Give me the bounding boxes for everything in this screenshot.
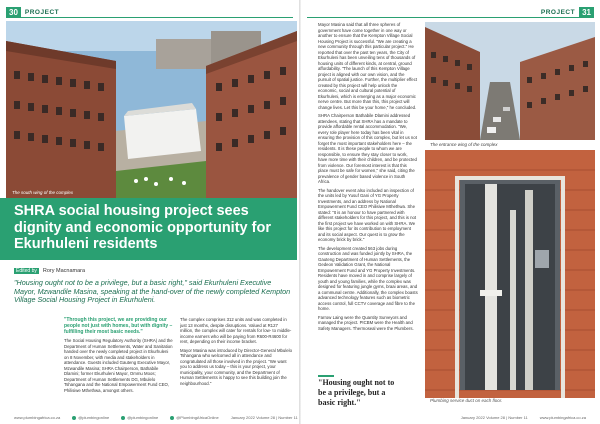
left-footer-url[interactable]: www.plumbingafrica.co.za — [14, 415, 61, 420]
left-column-1 — [64, 317, 174, 412]
col1-paragraph: The Social Housing Regulatory Authority (SHRA) and the Department of Human Settlements, Water and Sanitation handed over the newly completed project in Ekurhuleni on 8 November, with media and stakeholders in attendance. Guests included Gauteng Executive Mayor, Mzwandile Masina; SHRA Chairperson, Bathabile Dlamini; former Ekurhuleni Mayor, Ommu Moos; Department of Human Settlements DG, Mbulelo Tshangana and the National Empowerment Fund CEO, Philisiwe Mthethwa, amongst others. — [64, 338, 173, 393]
right-column-1 — [318, 22, 418, 372]
left-column-2 — [180, 317, 292, 412]
byline — [14, 268, 85, 274]
col4-paragraph-2: Farrow Laing were the Quantity Surveyors and managed the project. PICBM were the Health and Safety Managers. Thermoseal were the Plumbers. — [318, 314, 414, 331]
byline-label: Edited by — [16, 268, 37, 274]
facebook-icon — [170, 416, 174, 420]
plumbing-photo-caption: Plumbing service duct on each floor. — [430, 398, 503, 403]
social-item-3[interactable]: @PlumbingAfricaOnline — [170, 415, 219, 420]
right-footer-issue: January 2022 Volume 28 | Number 11 — [460, 415, 528, 420]
street-illustration — [425, 22, 595, 140]
right-footer — [461, 415, 586, 420]
lead-quote: "Through this project, we are providing our people not just with homes, but with dignity – fulfilling their most basic needs." — [64, 317, 173, 335]
main-photo-courtyard — [6, 21, 297, 198]
col2-paragraph-2: Mayor Masina was introduced by Director-General Mbulelo Tshangana who welcomed all in attendance and congratulated all those involved in the project. "We want you to address us today – this is your project, your municipality, your community, and the Department of Human Settlements is happy to see this building join the neighbourhood." — [180, 347, 292, 386]
plumbing-duct-photo — [425, 150, 595, 398]
right-header-rule — [307, 17, 594, 18]
right-page-number: 31 — [579, 7, 594, 18]
right-section-label: PROJECT — [540, 8, 576, 16]
instagram-icon — [121, 416, 125, 420]
social-item-2[interactable]: @plumbingonline — [121, 415, 158, 420]
article-deck: "Housing ought not to be a privilege, but a basic right," said Ekurhuleni Executive Mayor, Mzwandile Masina, speaking at the hand-over of the newly completed Kempton Village Social Housing Project in Ekurhuleni. — [14, 278, 291, 305]
byline-author: Rory Macnamara — [42, 268, 86, 274]
main-photo-caption: The south wing of the complex — [12, 190, 74, 195]
left-page-number: 30 — [6, 7, 21, 18]
left-section-label: PROJECT — [24, 8, 60, 16]
pull-quote: "Housing ought not to be a privilege, but a basic right." — [318, 378, 395, 407]
col2-paragraph-1: The complex comprises 312 units and was completed in just 13 months, despite disruptions. Valued at R127 million, the complex will cater for rentals for low- to middle-income earners who will be paying from R600-R4600 for rent, depending on their income bracket. — [180, 317, 292, 344]
twitter-icon — [72, 416, 76, 420]
pull-quote-rule — [318, 375, 334, 377]
left-footer-issue: January 2022 Volume 28 | Number 11 — [230, 415, 298, 420]
article-headline: SHRA social housing project sees dignity and economic opportunity for Ekurhuleni residents — [14, 203, 271, 252]
entrance-photo — [425, 22, 595, 140]
col4-paragraph-1: The development created 563 jobs during construction and was funded jointly by SHRA, the Gauteng Department of Human Settlements, the Gedeon Validation Grant, the National Empowerment Fund and YG Property Investments. Residents have moved in and comprise largely of youth and young families, while the complex was designed for featuring jungle gyms, braai areas, and a communal centre. Additionally, the complex boasts advanced technology features such as biometric access control, full CCTV coverage and fibre to the home. — [318, 245, 418, 311]
left-footer — [14, 415, 298, 420]
courtyard-illustration — [6, 21, 297, 198]
col3-paragraph-2: SHRA Chairperson Bathabile Dlamini addressed attendees, stating that SHRA has a mandate to provide affordable rental accommodation. "We, every role player here today has been vital in ensuring the provision of this complex, but let us not forget the most important stakeholders here – the residents. It is these people to whom we are responsible, to ensure they stay closer to work, have more time with their children, and be protected from violence. Our foremost interest is that this place must be safe for women," she said, citing the prevalence of gender based violence in South Africa. — [318, 113, 417, 184]
col3-paragraph-3: The handover event also included an inspection of the units led by Yusuf Gani of YG Property Investments, and an address by National Empowerment Fund CEO Philisiwe Mthethwa. She stated: "It is an honour to have partnered with different stakeholders for this project, and this is not the first project we have worked on with SHRA. We like this project for its contribution to employment and its social aspect. Our quest is to grow the economy brick by brick." — [318, 187, 417, 242]
plumbing-duct-illustration — [425, 150, 595, 398]
right-footer-url[interactable]: www.plumbingafrica.co.za — [539, 415, 586, 420]
left-header-rule — [6, 17, 293, 18]
col3-paragraph-1: Mayor Masina said that all three spheres of government have come together in one way or another to ensure that the Kempton Village Social Housing Project is successful. "We are creating a new community through this particular project." He reported that over the past ten years, the City of Ekurhuleni has been unveiling tens of thousands of housing units of different kinds, at central, ground affordability. "The launch of this Kempton Village project is aligned with our own vision, and the pursuit of spatial justice. Further, the multiplier effect created by this project will help unlock the economic, social and cultural potential of Ekurhuleni, which is emerging as a major economic nerve centre. But more than this, this project will change lives. Let this be your home," he concluded. — [318, 22, 418, 110]
entrance-photo-caption: The entrance wing of the complex — [430, 142, 498, 147]
page-spine — [299, 0, 301, 424]
social-item-1[interactable]: @plumbingonline — [72, 415, 109, 420]
